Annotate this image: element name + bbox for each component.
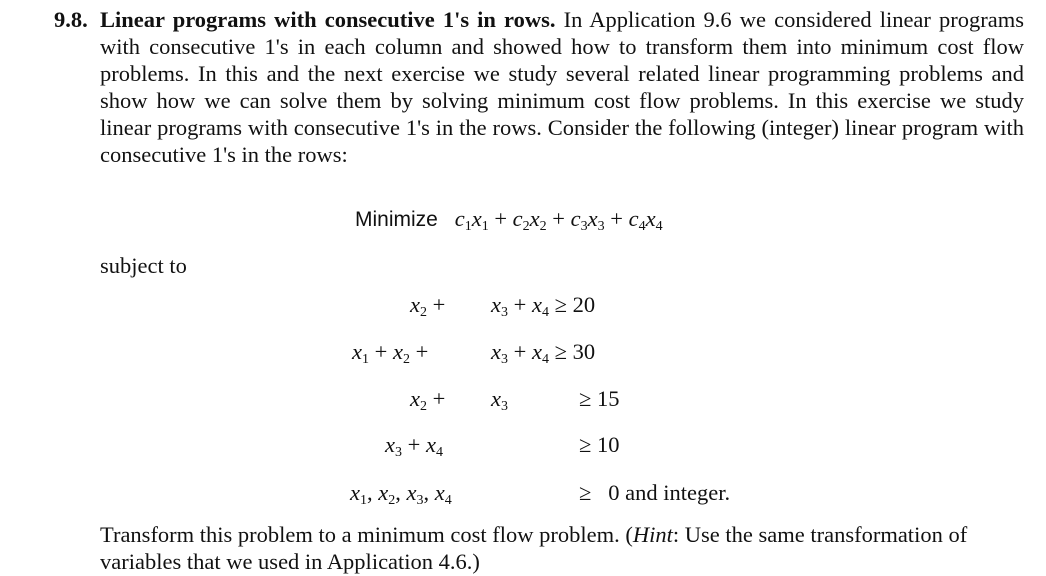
exercise-title: Linear programs with consecutive 1's in rows. [100, 7, 556, 32]
objective-line: Minimize $c_1x_1 + c_2x_2 + c_3x_3 + c_4x_4$ [355, 206, 663, 234]
exercise-paragraph [100, 7, 1024, 168]
exercise-intro: In Application 9.6 we considered linear programs with consecutive 1's in each column and showed how to transform them into minimum cost flow problems. In this and the next exercise we study several related linear programming problems and show how we can solve them by solving minimum cost flow problems. In this exercise we study linear programs with consecutive 1's in the rows. Consider the following (integer) linear program with consecutive 1's in the rows: [100, 7, 1024, 167]
objective-word: Minimize [355, 208, 438, 231]
exercise-instruction: Transform this problem to a minimum cost flow problem. (Hint: Use the same transformation of variables that we used in Application 4.6.) [100, 522, 968, 574]
hint-label: Hint [632, 522, 673, 547]
exercise-number: 9.8. [54, 7, 88, 32]
subject-to-label: subject to [100, 253, 187, 278]
